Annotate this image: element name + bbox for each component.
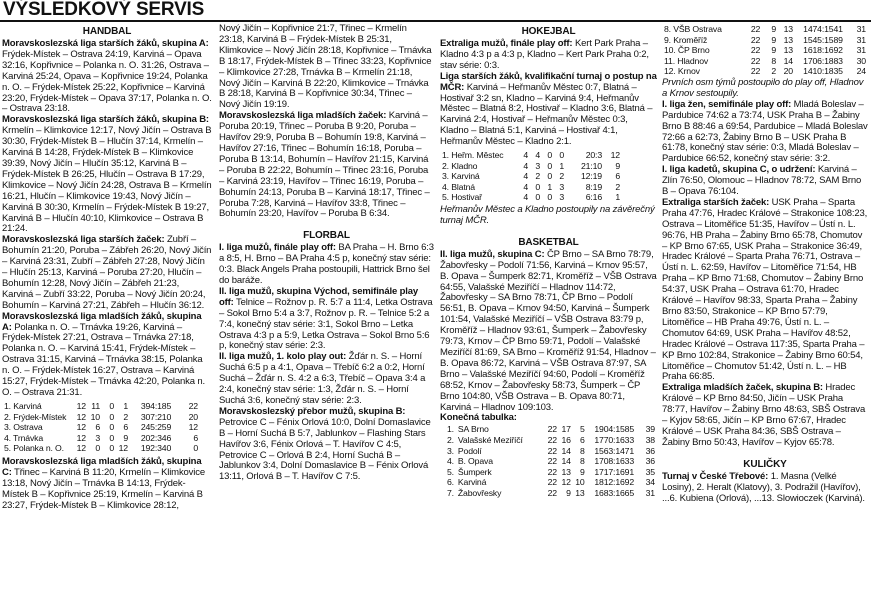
results-text: 1. Masna (Velké Losiny), 2. Heralt (Klatovy), 3. Podražil (Havířov), ...6. Kubiena (Orlová), ...13. Slowioczek (Karviná). [662, 470, 865, 504]
table-cell: 12 [76, 443, 86, 454]
table-cell: 3 [559, 181, 564, 192]
table-cell: 4 [535, 150, 540, 161]
table-cell: 1545:1589 [803, 34, 843, 45]
table-cell: 0 [109, 400, 114, 411]
table-row [662, 66, 868, 77]
table-cell: Valašské Meziříčí [457, 434, 523, 445]
table-cell: 12 [118, 443, 128, 454]
table-row [440, 446, 657, 457]
table-cell: 10. ČP Brno [664, 45, 710, 56]
table-cell: 3. Ostrava [4, 422, 43, 433]
table-cell: 22 [750, 66, 761, 77]
table-cell: 2 [123, 411, 128, 422]
table-cell: 202:346 [140, 432, 172, 443]
table-cell: 0 [559, 150, 564, 161]
table-cell: 245:259 [140, 422, 172, 433]
table-cell: 22 [750, 24, 761, 34]
column-2 [219, 24, 434, 483]
table-cell: 6 [193, 432, 198, 443]
result-block [440, 72, 657, 148]
competition-name: II. liga mužů, 1. kolo play out: [219, 351, 347, 363]
page-title: VÝSLEDKOVÝ SERVIS [3, 0, 205, 20]
table-cell: 36 [645, 456, 655, 467]
column-3 [440, 24, 657, 499]
table-row [2, 412, 200, 423]
table-row [440, 424, 657, 435]
table-cell: 8 [579, 456, 585, 467]
results-text: Karviná – Poruba 20:19, Třinec – Poruba B 9:20, Poruba – Havířov 29:9, Poruba B – Bohumín 19:8, Karviná – Havířov 27:16, Třinec – Bohumín 16:18, Poruba – Poruba B 13:14, Bohumín – Havířov 21:15, Karviná – Poruba B 22:22, Bohumín – Třinec 23:16, Poruba – Karviná 23:19, Havířov – Třinec 16:19, Poruba – Bohumín 24:13, Poruba B – Karviná 18:17, Třinec – Poruba 7:28, Karviná – Havířov 33:8, Třinec – Bohumín 23:20, Havířov – Poruba B 6:34. [219, 110, 430, 220]
table-row [440, 467, 657, 478]
table-cell: 10 [575, 477, 585, 488]
table-cell: 0 [535, 192, 540, 203]
table-cell: 4 [523, 171, 528, 182]
table-cell: 1 [615, 192, 620, 203]
table-cell: 2. Kladno [442, 160, 478, 171]
table-cell: 9 [123, 432, 128, 443]
table-cell: 0 [193, 443, 198, 454]
table-cell: 6:16 [585, 192, 602, 203]
table-cell: 0 [547, 192, 552, 203]
result-block [440, 250, 657, 414]
table-cell: 9. Kroměříž [664, 34, 708, 45]
table-row [662, 45, 868, 56]
table-cell: 0 [95, 443, 100, 454]
table-cell: 13 [575, 487, 585, 498]
competition-name: Moravskoslezská liga starších žáků, skupina A: [2, 38, 209, 49]
table-cell: 3 [535, 160, 540, 171]
results-text: Krmelín – Klimkovice 12:17, Nový Jičín – Ostrava B 30:30, Frýdek-Místek B – Hlučín 37:14, Krmelín – Karviná B 14:28, Frýdek-Místek B – Klimkovice 39:39, Nový Jičín – Hlučín 35:12, Karviná B – Frýdek-Místek B 26:25, Hlučín – Ostrava B 17:29, Klimkovice – Nový Jičín 24:28, Ostrava B – Krmelín 16:21, Hlučín – Klimkovice 19:43, Nový Jičín – Karviná B 30:30, Krmelín – Frýdek-Místek B 19:27, Karviná B – Hlučín 40:10, Klimkovice – Ostrava B 21:24. [2, 125, 212, 235]
competition-name: II. liga mužů, skupina Východ, semifinále play off: [219, 285, 418, 308]
result-block [2, 235, 212, 311]
table-cell: 12 [561, 477, 571, 488]
table-cell: 9 [566, 487, 571, 498]
table-cell: 20 [783, 66, 793, 77]
section-heading-kulicky: KULIČKY [743, 458, 787, 470]
table-cell: 394:185 [140, 400, 172, 411]
table-cell: 1904:1585 [594, 424, 635, 435]
competition-name: Moravskoslezská liga starších žaček: [2, 234, 165, 246]
table-cell: 16 [561, 434, 571, 445]
results-text: USK Praha – Sparta Praha 47:76, Hradec Králové – Strakonice 108:23, Ostrava – Litoměřice 51:35, Havířov – Ústí n. L. 96:76, HB Praha – Žabiny Brno 65:78, Chomutov – KP Brno 67:65, USK Praha – Strakonice 36:49, Hradec Králové – Sparta Praha 76:71, Ostrava – Ústí n. L. 62:59, Havířov – Litoměřice 71:54, HB Praha – KP Brno 71:68, Chomutov – Žabiny Brno 54:37, USK Praha – Ostrava 61:70, Hradec Králové – Havířov 98:33, Sparta Praha – Žabiny Brno 83:50, Strakonice – KP Brno 57:79, Litoměřice – HB Praha 49:76, Ústí n. L. – Chomutov 64:69, USK Praha – Havířov 48:52, Hradec Králové – Ostrava 117:35, Sparta Praha – KP Brno 102:84, Strakonice – Žabiny Brno 60:54, Litoměřice – Chomutov 51:42, Ústí n. L. – HB Praha 66:85. [662, 196, 868, 383]
table-cell: 22 [188, 400, 198, 411]
table-cell: 6. [446, 477, 454, 488]
table-cell: 4 [523, 181, 528, 192]
table-cell: 1683:1665 [594, 487, 635, 498]
table-row [440, 161, 622, 172]
table-row [440, 192, 622, 203]
results-text: Karviná – Heřmanův Městec 0:7, Blatná – Hostivař 3:2 sn, Kladno – Karviná 9:4, Heřmanův Městec – Blatná 8:2, Hostivař – Kladno 3:6, Blatná – Karviná 2:4, Hostivař – Heřmanův Městec 0:3, Kladno – Blatná 5:1, Karviná – Hostivař 4:1, Heřmanův Městec – Kladno 2:1. [440, 81, 653, 148]
note: Prvních osm týmů postoupilo do play off, Hladnov a Krnov sestoupily. [662, 76, 864, 99]
table-cell: 4 [523, 160, 528, 171]
standings-table [440, 424, 657, 498]
result-block [440, 39, 657, 72]
table-cell: 9 [615, 160, 620, 171]
result-block [662, 383, 868, 448]
results-text: ČP Brno – SA Brno 78:79, Žabovřesky – Podolí 71:56, Karviná – Krnov 95:57, B. Opava – Šumperk 82:71, Kroměříž – VŠB Ostrava 64:55, Valašské Meziříčí – Hladnov 114:72, Žabovřesky – SA Brno 78:71, ČP Brno – Podolí 56:51, B. Opava – Krnov 94:50, Karviná – Šumperk 101:54, Valašské Meziříčí – VŠB Ostrava 83:79 p, Kroměříž – Hladnov 93:61, Šumperk – Žabovřesky 79:73, Krnov – ČP Brno 59:71, Podolí – Valašské Meziříčí 81:69, SA Brno – Kroměříž 91:54, Hladnov – B. Opava 86:72, Karviná – VŠB Ostrava 87:97, SA Brno – Valašské Meziříčí 94:60, Podolí – Kroměříž 68:52, Krnov – Žabovřesky 58:73, Šumperk – ČP Brno 104:80, VŠB Ostrava – B. Opava 80:71, Karviná – Hladnov 109:103. [440, 248, 657, 413]
result-block [662, 165, 868, 198]
result-block [2, 312, 212, 399]
result-block [219, 407, 434, 483]
table-cell: 12 [188, 422, 198, 433]
result-block [2, 457, 212, 512]
table-cell: 12 [76, 432, 86, 443]
result-block [219, 352, 434, 407]
table-cell: 3 [95, 432, 100, 443]
table-cell: 3. [446, 445, 454, 456]
header-rule [0, 20, 871, 22]
table-cell: 4. [446, 456, 454, 467]
table-cell: 31 [856, 34, 866, 45]
table-row [440, 171, 622, 182]
results-text: Kert Park Praha – Kladno 4:3 p a 4:3 p, Kladno – Kert Park Praha 0:2, stav série: 0:3. [440, 38, 649, 71]
table-cell: 22 [547, 424, 557, 435]
table-cell: 8 [771, 55, 777, 66]
competition-name: Extraliga starších žaček: [662, 196, 770, 208]
table-cell: 35 [645, 466, 655, 477]
table-cell: 5. [446, 466, 454, 477]
table-cell: 12 [76, 411, 86, 422]
table-cell: 1. Heřm. Městec [442, 150, 504, 161]
table-cell: 5. Polanka n. O. [4, 443, 64, 454]
table-row [440, 150, 622, 161]
results-text: Frýdek-Místek – Ostrava 24:19, Karviná – Opava 32:16, Kopřivnice – Polanka n. O. 31:26, Ostrava – Karviná 25:24, Opava – Kopřivnice 19:24, Polanka n. O. – Frýdek-Místek 25:22, Kopřivnice – Karviná 23:20, Frýdek-Místek – Opava 37:17, Polanka n. O. – Ostrava 23:18. [2, 48, 212, 115]
table-cell: 31 [856, 45, 866, 56]
table-cell: 11 [91, 400, 100, 411]
table-cell: 31 [856, 24, 866, 34]
standings-table [440, 150, 622, 203]
table-cell: 22 [750, 34, 761, 45]
table-cell: 4. Blatná [442, 181, 475, 192]
competition-name: II. liga mužů, skupina C: [440, 248, 545, 260]
table-cell: 22 [547, 456, 557, 467]
results-text: Mladá Boleslav – Pardubice 74:62 a 73:74, USK Praha B – Žabiny Brno B 88:46 a 69:54, Pardubice – Mladá Boleslav 72:66 a 62:73, Žabiny Brno B – USK Praha B 61:78, konečný stav série: 0:3, Mladá Boleslav – Pardubice 66:52, konečný stav série: 3:2. [662, 98, 868, 165]
table-row [2, 433, 200, 444]
table-row [2, 443, 200, 454]
result-block [2, 115, 212, 235]
table-cell: 22 [547, 445, 557, 456]
table-cell: 9 [579, 466, 585, 477]
table-cell: 20:3 [585, 150, 602, 161]
result-block [219, 243, 434, 287]
results-text: Telnice – Rožnov p. R. 5:7 a 11:4, Letka Ostrava – Sokol Brno 5:4 a 3:7, Rožnov p. R. – Telnice 5:2 a 7:4, konečný stav série: 3:1, Sokol Brno – Letka Ostrava 4:3 p a 5:9, Letka Ostrava – Sokol Brno 5:6 p, konečný stav série: 2:3. [219, 296, 433, 352]
table-cell: 6 [123, 422, 128, 433]
table-cell: 31 [645, 487, 655, 498]
table-cell: 1. Karviná [4, 400, 42, 411]
table-cell: 39 [645, 424, 655, 435]
table-row [662, 56, 868, 67]
table-cell: 6 [579, 434, 585, 445]
results-text: Polanka n. O. – Trnávka 19:26, Karviná – Frýdek-Místek 27:21, Ostrava – Trnávka 27:18, Polanka n. O. – Karviná 15:41, Frýdek-Místek – Ostrava 31:15, Karviná – Trnávka 38:15, Polanka n. O. – Frýdek-Místek 16:27, Ostrava – Karviná 15:27, Frýdek-Místek – Trnávka 42:20, Polanka n. O. – Ostrava 21:31. [2, 321, 205, 398]
table-cell: 2 [559, 171, 564, 182]
table-cell: 24 [856, 66, 866, 77]
table-cell: 1812:1692 [594, 477, 635, 488]
table-cell: 1708:1633 [594, 456, 635, 467]
table-cell: 307:210 [140, 411, 172, 422]
competition-name: Extraliga mladších žaček, skupina B: [662, 382, 823, 394]
competition-name: I. liga mužů, finále play off: [219, 242, 336, 254]
table-cell: 2. [446, 434, 454, 445]
table-row [440, 456, 657, 467]
table-cell: B. Opava [457, 456, 493, 467]
table-title: Konečná tabulka: [440, 412, 517, 424]
section-heading-basketbal: BASKETBAL [518, 236, 579, 248]
table-cell: 6 [95, 422, 100, 433]
table-row [662, 24, 868, 35]
table-cell: 5. Hostivař [442, 192, 482, 203]
table-cell: 1474:1541 [803, 24, 843, 34]
table-cell: 0 [547, 150, 552, 161]
results-text: Žďár n. S. – Horní Suchá 6:5 p a 4:1, Opava – Třebíč 6:2 a 0:2, Horní Suchá – Žďár n. S. 4:2 a 6:3, Třebíč – Opava 3:4 a 2:4, konečný stav série: 1:3, Žďár n. S. – Horní Suchá 3:6, konečný stav série: 2:3. [219, 351, 426, 406]
table-cell: 0 [109, 443, 114, 454]
table-cell: Šumperk [457, 466, 492, 477]
table-cell: 1 [547, 181, 552, 192]
competition-name: Moravskoslezská liga starších žáků, skupina B: [2, 114, 209, 126]
standings-table-continued [662, 24, 868, 77]
table-cell: 20 [188, 411, 198, 422]
table-cell: 12 [76, 422, 86, 433]
table-cell: Karviná [457, 477, 487, 488]
competition-name: Liga starších žáků, kvalifikační turnaj o postup na MČR: [440, 70, 657, 93]
table-cell: 0 [535, 181, 540, 192]
table-cell: 2. Frýdek-Místek [4, 411, 67, 422]
table-cell: 0 [547, 160, 552, 171]
note: Heřmanův Městec a Kladno postoupily na závěrečný turnaj MČR. [440, 204, 655, 226]
table-cell: 21:10 [581, 160, 602, 171]
table-cell: 8:19 [585, 181, 602, 192]
table-cell: 2 [615, 181, 620, 192]
result-block-continued: Nový Jičín – Kopřivnice 21:7, Třinec – Krmelín 23:18, Karviná B – Frýdek-Místek B 25:31, Klimkovice – Nový Jičín 28:18, Kopřivnice – Trnávka B 18:17, Frýdek-Místek B – Třinec 33:23, Kopřivnice – Klimkovice 27:28, Trnávka B – Krmelín 21:18, Nový Jičín – Karviná B 22:20, Klimkovice – Trnávka B 28:18, Karviná B – Kopřivnice 30:34, Třinec – Nový Jičín 19:19. [219, 23, 432, 111]
table-cell: 13 [783, 45, 793, 56]
table-row [2, 401, 200, 412]
table-row [2, 422, 200, 433]
table-cell: Podolí [457, 445, 482, 456]
section-heading-handbal: HANDBAL [82, 26, 132, 37]
table-cell: 3 [559, 192, 564, 203]
table-cell: 22 [547, 477, 557, 488]
table-cell: 22 [547, 466, 557, 477]
table-cell: 12 [610, 150, 620, 161]
table-cell: 13 [783, 34, 793, 45]
table-cell: 8. VŠB Ostrava [664, 24, 722, 34]
section-heading-florbal: FLORBAL [303, 230, 350, 242]
result-block [219, 287, 434, 352]
standings-table [2, 401, 200, 454]
table-cell: 17 [561, 424, 571, 435]
competition-name: I. liga kadetů, skupina C, o udržení: [662, 164, 816, 176]
table-cell: 6 [615, 171, 620, 182]
table-cell: 30 [856, 55, 866, 66]
section-heading-hokejbal: HOKEJBAL [521, 26, 576, 37]
table-cell: 1706:1883 [803, 55, 843, 66]
results-text: Hradec Králové – KP Brno 84:50, Jičín – USK Praha 78:77, Havířov – Žabiny Brno 48:63, SBŠ Ostrava – Kyjov 58:65, Jičín – KP Brno 67:67, Hradec Králové – USK Praha 84:36, SBŠ Ostrava – Žabiny Brno 50:43, Havířov – Kyjov 65:78. [662, 382, 866, 448]
table-row [440, 435, 657, 446]
table-cell: 1. [446, 424, 454, 435]
table-cell: 0 [547, 171, 552, 182]
table-cell: 12. Krnov [664, 66, 700, 77]
competition-name: Turnaj v České Třebové: [662, 470, 769, 482]
table-cell: 3. Karviná [442, 171, 480, 182]
table-cell: 8 [579, 445, 585, 456]
table-cell: 9 [771, 45, 777, 56]
table-cell: 22 [750, 45, 761, 56]
table-cell: 1618:1692 [803, 45, 843, 56]
table-cell: 11. Hladnov [664, 55, 709, 66]
table-cell: 1 [123, 400, 128, 411]
table-cell: 0 [109, 422, 114, 433]
table-cell: 4. Trnávka [4, 432, 44, 443]
table-cell: 12 [76, 400, 86, 411]
result-block [662, 100, 868, 165]
competition-name: Moravskoslezský přebor mužů, skupina B: [219, 405, 406, 417]
table-cell: SA Brno [457, 424, 489, 435]
results-text: Karviná – Zlín 76:50, Olomouc – Hladnov 78:72, SAM Brno B – Opava 76:104. [662, 164, 862, 198]
competition-name: Extraliga mužů, finále play off: [440, 38, 573, 49]
table-cell: 192:340 [140, 443, 172, 454]
table-row [440, 488, 657, 499]
table-cell: 2 [535, 171, 540, 182]
table-cell: 1717:1691 [594, 466, 635, 477]
table-row [440, 182, 622, 193]
table-cell: 36 [645, 445, 655, 456]
table-cell: 4 [523, 150, 528, 161]
table-cell: 2 [771, 66, 777, 77]
table-cell: 1770:1633 [594, 434, 635, 445]
table-cell: 12:19 [581, 171, 602, 182]
table-cell: 1563:1471 [594, 445, 635, 456]
table-cell: 22 [547, 487, 557, 498]
results-text: Zubří – Bohumín 21:20, Poruba – Zábřeh 26:20, Nový Jičín – Karviná 23:31, Zubří – Zábřeh 27:28, Nový Jičín – Hlučín 25:13, Karviná – Poruba 27:20, Hlučín – Bohumín 12:28, Nový Jičín – Zábřeh 21:23, Karviná – Zubří 33:22, Poruba – Nový Jičín 20:24, Bohumín – Karviná 27:21, Zábřeh – Hlučín 36:12. [2, 234, 212, 311]
table-cell: Žabovřesky [457, 487, 502, 498]
table-cell: 10 [90, 411, 100, 422]
competition-name: Moravskoslezská liga mladších žáků, skupina A: [2, 310, 202, 333]
results-text: BA Praha – H. Brno 6:3 a 8:5, H. Brno – BA Praha 4:5 p, konečný stav série: 0:3. Black Angels Praha postoupili, Hattrick Brno šel do baráže. [219, 242, 434, 287]
result-block [662, 472, 868, 505]
table-cell: 9 [771, 34, 777, 45]
result-block [219, 111, 434, 220]
table-cell: 22 [750, 55, 761, 66]
table-cell: 0 [109, 411, 114, 422]
column-4 [662, 24, 868, 505]
competition-name: Moravskoslezská liga mladších žáků, skupina C: [2, 455, 202, 478]
result-block [2, 39, 212, 115]
table-cell: 1410:1835 [803, 66, 843, 77]
table-row [662, 35, 868, 46]
results-text: Petrovice C – Fénix Orlová 10:0, Dolní Domaslavice B – Horní Suchá B 5:7, Jablunkov – Flashing Stars Havířov 3:6, Fénix Orlová – T. Havířov C 4:5, Petrovice C – Orlová B 2:4, Horní Suchá B – Jablunkov 3:4, Dolní Domaslavice B – Fénix Orlová 13:11, Orlová B – T. Havířov C 7:5. [219, 416, 431, 483]
header [3, 0, 868, 20]
table-cell: 13 [783, 24, 793, 34]
table-cell: 9 [771, 24, 777, 34]
table-cell: 38 [645, 434, 655, 445]
table-cell: 22 [547, 434, 557, 445]
results-text: Třinec – Karviná B 11:20, Krmelín – Klimkovice 13:18, Nový Jičín – Trnávka B 14:13, Frýdek-Místek B – Kopřivnice 25:19, Krmelín – Karviná B 23:27, Frýdek-Místek B – Klimkovice 28:12, [2, 466, 205, 511]
column-1 [2, 24, 212, 511]
result-block [662, 198, 868, 383]
competition-name: Moravskoslezská liga mladších žaček: [219, 110, 387, 122]
table-cell: 5 [579, 424, 585, 435]
table-row [440, 477, 657, 488]
competition-name: I. liga žen, semifinále play off: [662, 98, 792, 110]
table-cell: 0 [109, 432, 114, 443]
table-cell: 14 [561, 445, 571, 456]
table-cell: 14 [561, 456, 571, 467]
table-cell: 1 [559, 160, 564, 171]
table-cell: 34 [645, 477, 655, 488]
table-cell: 4 [523, 192, 528, 203]
table-cell: 7. [446, 487, 454, 498]
table-cell: 14 [783, 55, 793, 66]
table-cell: 13 [561, 466, 571, 477]
